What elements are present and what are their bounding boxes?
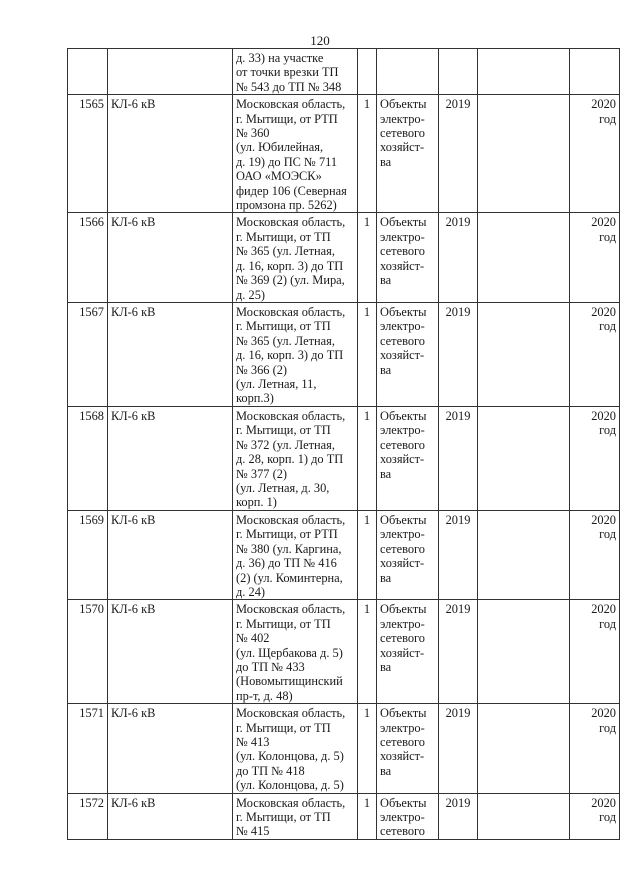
object-type-cell: КЛ-6 кВ	[108, 510, 233, 599]
year-cell: 2019	[439, 302, 478, 406]
row-number-cell: 1567	[68, 302, 108, 406]
row-number-cell: 1571	[68, 704, 108, 793]
registry-table	[67, 48, 620, 840]
year-cell: 2019	[439, 600, 478, 704]
empty-cell	[478, 510, 570, 599]
quantity-cell: 1	[358, 793, 377, 839]
date-cell: 2020 год	[570, 704, 620, 793]
location-cell: Московская область, г. Мытищи, от РТП № 380 (ул. Каргина, д. 36) до ТП № 416 (2) (ул. Коминтерна, д. 24)	[233, 510, 358, 599]
year-cell: 2019	[439, 704, 478, 793]
date-cell: 2020 год	[570, 600, 620, 704]
quantity-cell: 1	[358, 704, 377, 793]
object-type-cell: КЛ-6 кВ	[108, 213, 233, 302]
location-cell: Московская область, г. Мытищи, от ТП № 365 (ул. Летная, д. 16, корп. 3) до ТП № 369 (2) (ул. Мира, д. 25)	[233, 213, 358, 302]
empty-cell	[478, 600, 570, 704]
empty-cell	[478, 213, 570, 302]
year-cell: 2019	[439, 213, 478, 302]
object-type-cell: КЛ-6 кВ	[108, 302, 233, 406]
category-cell: Объекты электро- сетевого хозяйст- ва	[377, 600, 439, 704]
table-row	[68, 49, 620, 95]
quantity-cell: 1	[358, 213, 377, 302]
date-cell: 2020 год	[570, 406, 620, 510]
quantity-cell: 1	[358, 406, 377, 510]
year-cell: 2019	[439, 95, 478, 213]
location-cell: Московская область, г. Мытищи, от ТП № 372 (ул. Летная, д. 28, корп. 1) до ТП № 377 (2) (ул. Летная, д. 30, корп. 1)	[233, 406, 358, 510]
object-type-cell: КЛ-6 кВ	[108, 793, 233, 839]
quantity-cell: 1	[358, 510, 377, 599]
date-cell: 2020 год	[570, 793, 620, 839]
year-cell	[439, 49, 478, 95]
category-cell: Объекты электро- сетевого хозяйст- ва	[377, 213, 439, 302]
location-cell: д. 33) на участке от точки врезки ТП № 543 до ТП № 348	[233, 49, 358, 95]
object-type-cell	[108, 49, 233, 95]
table-row	[68, 95, 620, 213]
empty-cell	[478, 704, 570, 793]
empty-cell	[478, 406, 570, 510]
category-cell	[377, 49, 439, 95]
page-number: 120	[310, 33, 330, 48]
row-number-cell	[68, 49, 108, 95]
table-row	[68, 704, 620, 793]
location-cell: Московская область, г. Мытищи, от ТП № 415	[233, 793, 358, 839]
object-type-cell: КЛ-6 кВ	[108, 704, 233, 793]
row-number-cell: 1569	[68, 510, 108, 599]
table-row	[68, 510, 620, 599]
table-row	[68, 600, 620, 704]
quantity-cell: 1	[358, 95, 377, 213]
category-cell: Объекты электро- сетевого	[377, 793, 439, 839]
empty-cell	[478, 302, 570, 406]
date-cell: 2020 год	[570, 213, 620, 302]
row-number-cell: 1570	[68, 600, 108, 704]
date-cell: 2020 год	[570, 302, 620, 406]
year-cell: 2019	[439, 510, 478, 599]
date-cell	[570, 49, 620, 95]
row-number-cell: 1568	[68, 406, 108, 510]
object-type-cell: КЛ-6 кВ	[108, 600, 233, 704]
category-cell: Объекты электро- сетевого хозяйст- ва	[377, 302, 439, 406]
date-cell: 2020 год	[570, 95, 620, 213]
empty-cell	[478, 793, 570, 839]
location-cell: Московская область, г. Мытищи, от ТП № 365 (ул. Летная, д. 16, корп. 3) до ТП № 366 (2) (ул. Летная, 11, корп.3)	[233, 302, 358, 406]
row-number-cell: 1566	[68, 213, 108, 302]
quantity-cell	[358, 49, 377, 95]
category-cell: Объекты электро- сетевого хозяйст- ва	[377, 510, 439, 599]
object-type-cell: КЛ-6 кВ	[108, 406, 233, 510]
table-row	[68, 406, 620, 510]
date-cell: 2020 год	[570, 510, 620, 599]
year-cell: 2019	[439, 793, 478, 839]
empty-cell	[478, 49, 570, 95]
row-number-cell: 1565	[68, 95, 108, 213]
table-row	[68, 302, 620, 406]
row-number-cell: 1572	[68, 793, 108, 839]
object-type-cell: КЛ-6 кВ	[108, 95, 233, 213]
year-cell: 2019	[439, 406, 478, 510]
category-cell: Объекты электро- сетевого хозяйст- ва	[377, 406, 439, 510]
quantity-cell: 1	[358, 302, 377, 406]
location-cell: Московская область, г. Мытищи, от ТП № 402 (ул. Щербакова д. 5) до ТП № 433 (Новомытищинский пр-т, д. 48)	[233, 600, 358, 704]
table-row	[68, 213, 620, 302]
quantity-cell: 1	[358, 600, 377, 704]
location-cell: Московская область, г. Мытищи, от ТП № 413 (ул. Колонцова, д. 5) до ТП № 418 (ул. Колонцова, д. 5)	[233, 704, 358, 793]
empty-cell	[478, 95, 570, 213]
category-cell: Объекты электро- сетевого хозяйст- ва	[377, 704, 439, 793]
category-cell: Объекты электро- сетевого хозяйст- ва	[377, 95, 439, 213]
table-row	[68, 793, 620, 839]
location-cell: Московская область, г. Мытищи, от РТП № 360 (ул. Юбилейная, д. 19) до ПС № 711 ОАО «МОЭСК» фидер 106 (Северная промзона пр. 5262)	[233, 95, 358, 213]
